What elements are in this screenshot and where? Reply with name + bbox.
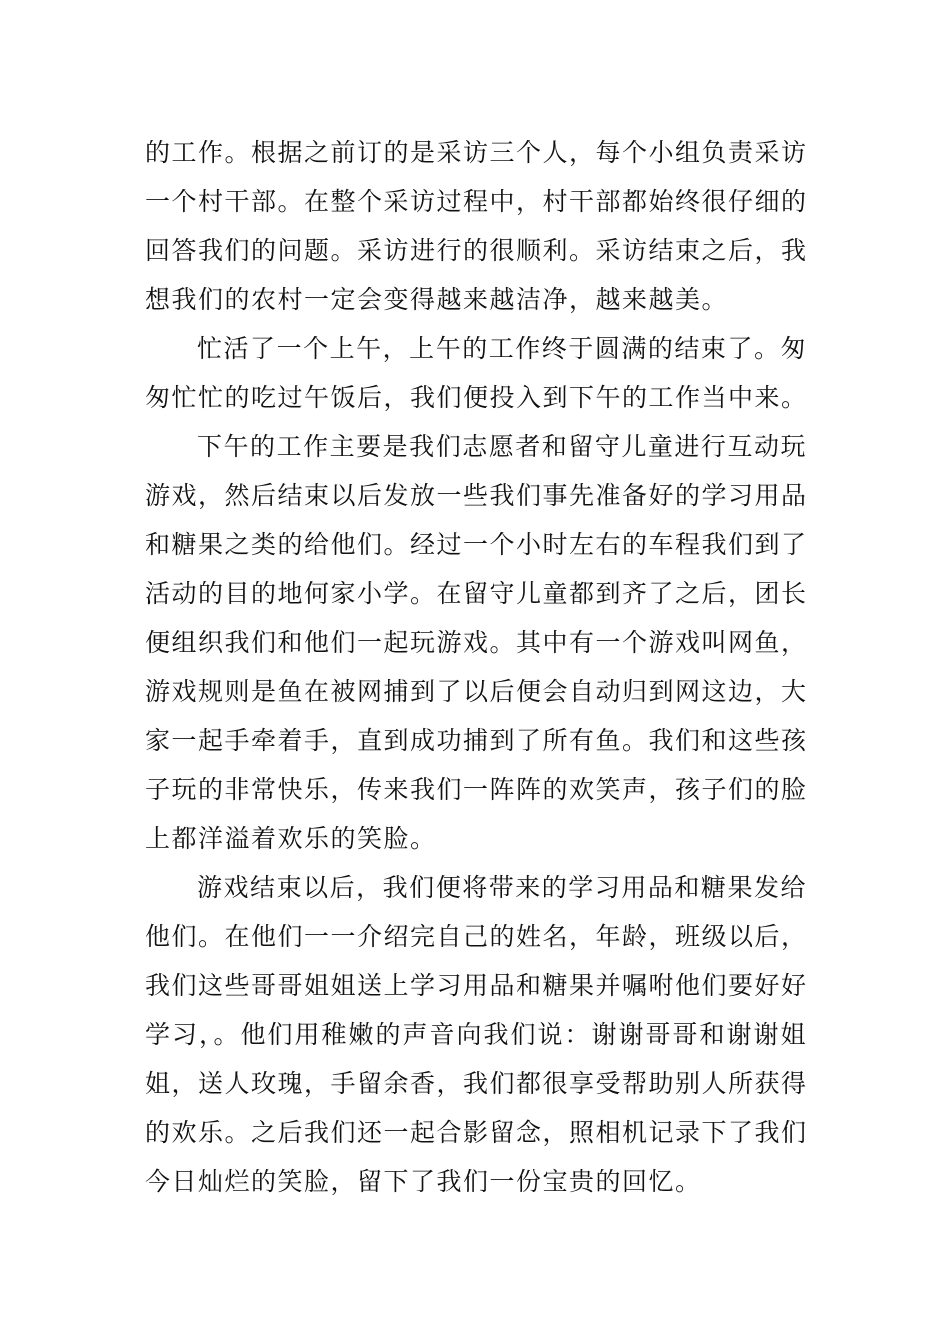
text-line: 游戏，然后结束以后发放一些我们事先准备好的学习用品 [145, 481, 808, 510]
paragraph-4 [145, 863, 807, 1206]
text-line: 姐，送人玫瑰，手留余香，我们都很享受帮助别人所获得 [145, 1069, 808, 1098]
paragraph-3 [145, 422, 807, 863]
text-line: 游戏规则是鱼在被网捕到了以后便会自动归到网这边，大 [145, 677, 808, 706]
text-line: 一个村干部。在整个采访过程中，村干部都始终很仔细的 [145, 187, 808, 216]
text-line: 上都洋溢着欢乐的笑脸。 [145, 824, 437, 853]
document-body [145, 128, 807, 1206]
paragraph-2 [145, 324, 807, 422]
text-line: 家一起手牵着手，直到成功捕到了所有鱼。我们和这些孩 [145, 726, 808, 755]
text-line: 游戏结束以后，我们便将带来的学习用品和糖果发给 [197, 873, 807, 902]
text-line: 的工作。根据之前订的是采访三个人，每个小组负责采访 [145, 138, 808, 167]
text-line: 想我们的农村一定会变得越来越洁净，越来越美。 [145, 285, 729, 314]
paragraph-1 [145, 128, 807, 324]
text-line: 的欢乐。之后我们还一起合影留念，照相机记录下了我们 [145, 1118, 808, 1147]
text-line: 和糖果之类的给他们。经过一个小时左右的车程我们到了 [145, 530, 808, 559]
text-line: 学习，。他们用稚嫩的声音向我们说：谢谢哥哥和谢谢姐 [145, 1020, 807, 1049]
text-line: 我们这些哥哥姐姐送上学习用品和糖果并嘱咐他们要好好 [145, 971, 808, 1000]
text-line: 便组织我们和他们一起玩游戏。其中有一个游戏叫网鱼， [145, 628, 808, 657]
text-line: 忙活了一个上午，上午的工作终于圆满的结束了。匆 [197, 334, 807, 363]
text-line: 匆忙忙的吃过午饭后，我们便投入到下午的工作当中来。 [145, 383, 808, 412]
text-line: 活动的目的地何家小学。在留守儿童都到齐了之后，团长 [145, 579, 808, 608]
text-line: 他们。在他们一一介绍完自己的姓名，年龄，班级以后， [145, 922, 808, 951]
text-line: 子玩的非常快乐，传来我们一阵阵的欢笑声，孩子们的脸 [145, 775, 808, 804]
text-line: 回答我们的问题。采访进行的很顺利。采访结束之后，我 [145, 236, 808, 265]
text-line: 今日灿烂的笑脸，留下了我们一份宝贵的回忆。 [145, 1167, 702, 1196]
text-line: 下午的工作主要是我们志愿者和留守儿童进行互动玩 [197, 432, 807, 461]
